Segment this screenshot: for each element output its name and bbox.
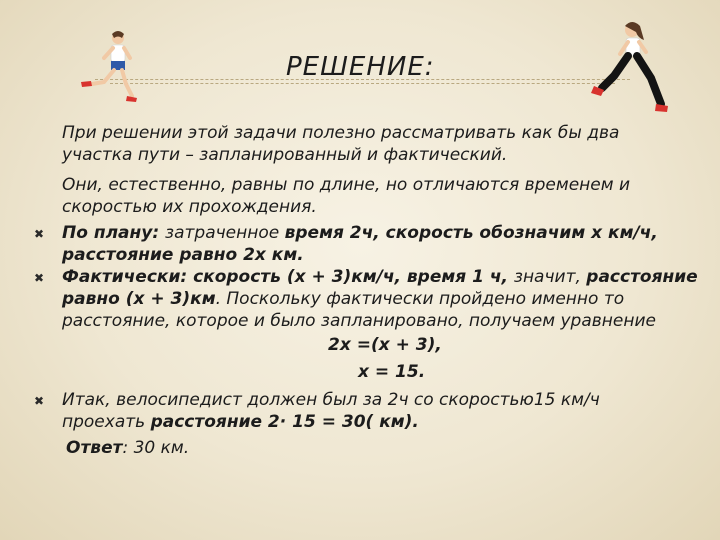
intro-line-3: Они, естественно, равны по длине, но отличаются временем и [62,175,631,195]
runner-left-icon [78,28,148,108]
answer-line [66,438,189,458]
conclusion-line-2 [62,412,419,432]
plan-details: время 2ч, скорость обозначим х км/ч, [284,223,658,243]
runner-right-icon [590,18,685,118]
equation-2: х = 15. [358,362,426,382]
conclusion-distance: расстояние 2· 15 = 30( км). [150,412,419,432]
conclusion-line-1: Итак, велосипедист должен был за 2ч со скоростью15 км/ч [62,390,600,410]
plan-word: затраченное [165,223,285,243]
slide-title: РЕШЕНИЕ: [286,52,435,82]
fact-distance-value: равно (х + 3)км [62,289,216,309]
bullet-icon: ✖ [34,394,45,408]
fact-reason: . Поскольку фактически пройдено именно то [215,289,625,309]
fact-line-2 [62,289,624,309]
bullet-icon: ✖ [34,271,45,285]
intro-line-2: участка пути – запланированный и фактический. [62,145,508,165]
plan-label: По плану: [62,223,166,243]
bullet-icon: ✖ [34,227,45,241]
intro-line-1: При решении этой задачи полезно рассматривать как бы два [62,123,620,143]
plan-line-2: расстояние равно 2х км. [62,245,304,265]
fact-line-1 [62,267,698,287]
intro-line-4: скоростью их прохождения. [62,197,317,217]
plan-line-1 [62,223,658,243]
fact-details: Фактически: скорость (х + 3)км/ч, время 1 ч, [62,267,514,287]
fact-distance: расстояние [586,267,698,287]
answer-label: Ответ [66,438,123,458]
fact-line-3: расстояние, которое и было запланировано, получаем уравнение [62,311,656,331]
equation-1: 2х =(х + 3), [328,335,442,355]
fact-word: значит, [513,267,587,287]
conclusion-word: проехать [62,412,151,432]
title-divider-bottom [110,83,615,84]
answer-value: : 30 км. [122,438,190,458]
